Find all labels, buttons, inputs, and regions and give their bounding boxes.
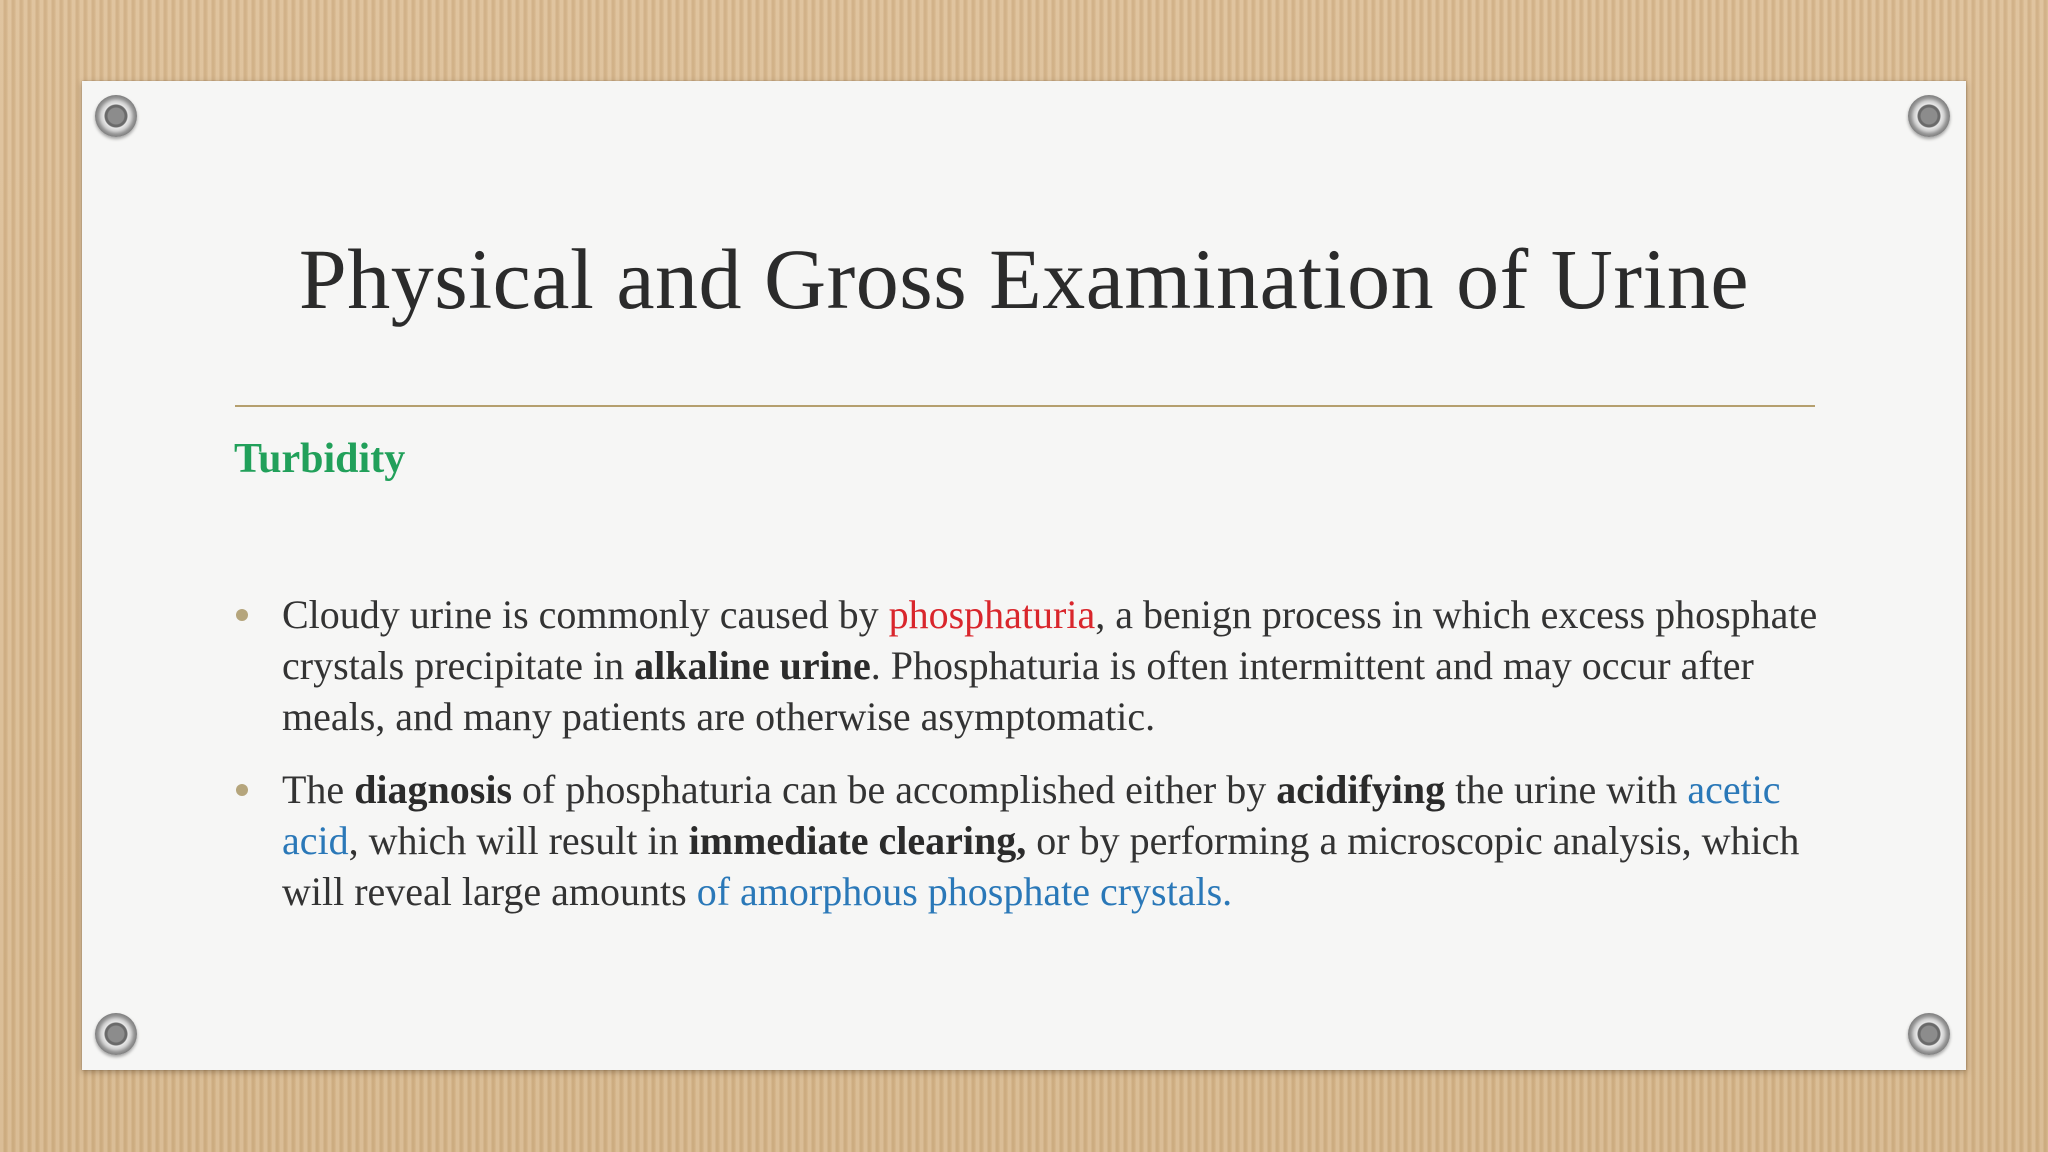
bullet-text: of phosphaturia can be accomplished either by (512, 767, 1277, 812)
term-acidifying: acidifying (1276, 767, 1446, 812)
term-diagnosis: diagnosis (354, 767, 513, 812)
term-phosphaturia: phosphaturia (888, 592, 1096, 637)
term-alkaline-urine: alkaline urine (634, 643, 871, 688)
bullet-item (234, 764, 1844, 917)
slide-board (82, 81, 1966, 1070)
bullet-text: The (282, 767, 355, 812)
term-amorphous-phosphate: of amorphous phosphate crystals. (696, 869, 1233, 914)
term-immediate-clearing: immediate clearing, (688, 818, 1027, 863)
bullet-text: . Phosphaturia is often intermittent and may occur after meals, and many patients are otherwise asymptomatic. (282, 643, 1754, 739)
bullet-text: or by performing a microscopic analysis, which will reveal large amounts (282, 818, 1800, 914)
bullet-dot-icon (236, 784, 248, 796)
bullet-dot-icon (236, 609, 248, 621)
bullet-item (234, 589, 1844, 742)
bullet-text: , which will result in (348, 818, 689, 863)
bullet-text: Cloudy urine is commonly caused by (282, 592, 889, 637)
term-acetic-acid: acetic acid (282, 767, 1781, 863)
title-divider (235, 405, 1815, 407)
grommet-icon (95, 1013, 137, 1055)
bullet-text: , a benign process in which excess phosphate crystals precipitate in (282, 592, 1818, 688)
slide-title: Physical and Gross Examination of Urine (298, 231, 1750, 327)
bullet-list (234, 589, 1844, 939)
grommet-icon (95, 95, 137, 137)
grommet-icon (1908, 1013, 1950, 1055)
section-heading: Turbidity (234, 436, 406, 482)
bullet-text: the urine with (1445, 767, 1688, 812)
grommet-icon (1908, 95, 1950, 137)
